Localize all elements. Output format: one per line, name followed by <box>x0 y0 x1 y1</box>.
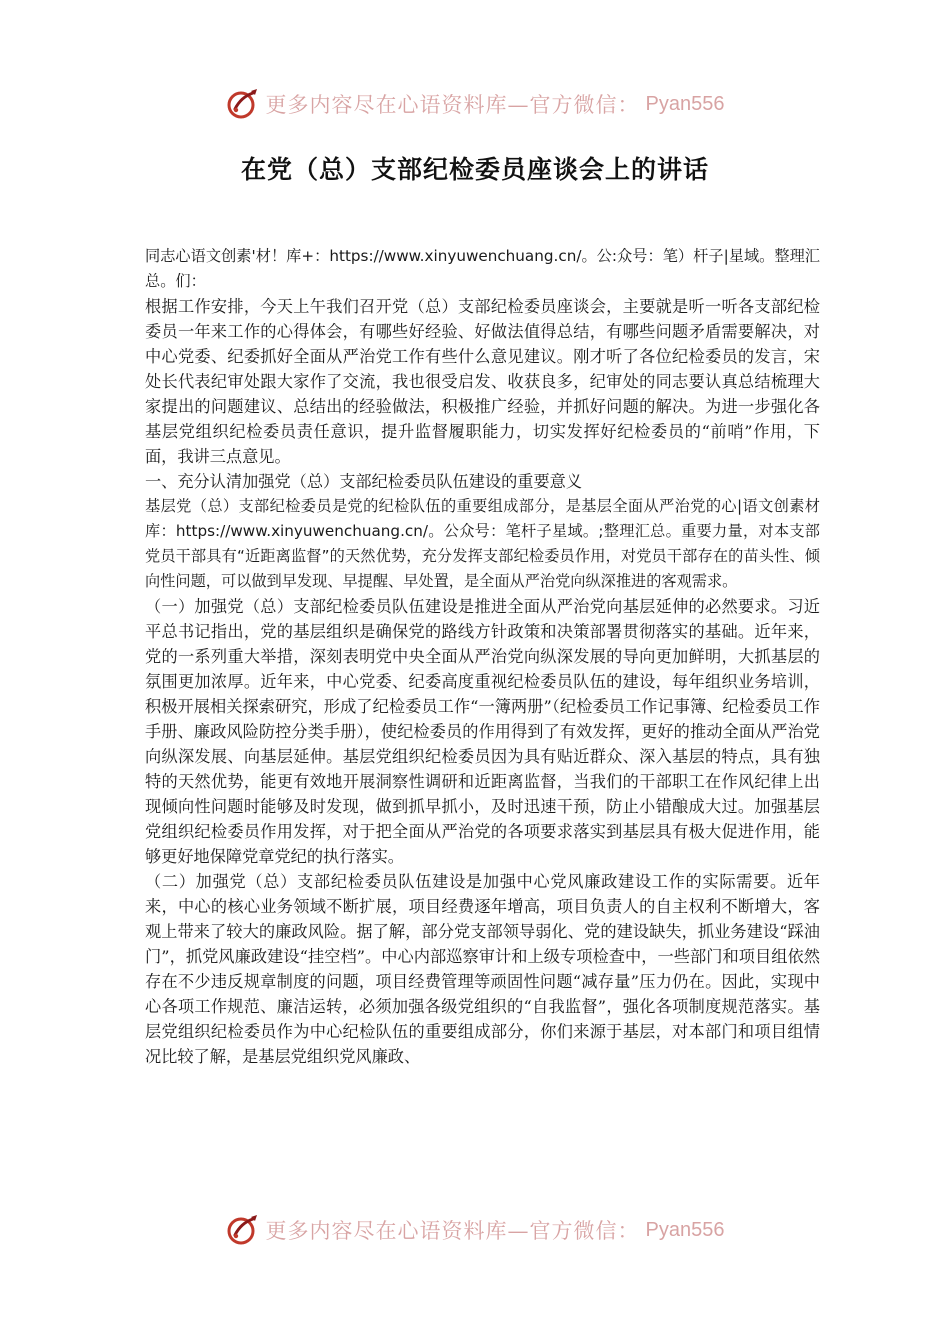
footer-banner <box>0 1210 950 1250</box>
pen-logo-icon <box>226 87 260 121</box>
footer-banner-content <box>226 1213 725 1247</box>
paragraph-subpoint-one: （一）加强党（总）支部纪检委员队伍建设是推进全面从严治党向基层延伸的必然要求。习近平总书记指出，党的基层组织是确保党的路线方针政策和决策部署贯彻落实的基础。近年来，党的一系列重大举措，深刻表明党中央全面从严治党向纵深发展的导向更加鲜明，大抓基层的氛围更加浓厚。近年来，中心党委、纪委高度重视纪检委员队伍的建设，每年组织业务培训，积极开展相关探索研究，形成了纪检委员工作“一簿两册”（纪检委员工作记事簿、纪检委员工作手册、廉政风险防控分类手册），使纪检委员的作用得到了有效发挥，更好的推动全面从严治党向纵深发展、向基层延伸。基层党组织纪检委员因为具有贴近群众、深入基层的特点，具有独特的天然优势，能更有效地开展洞察性调研和近距离监督，当我们的干部职工在作风纪律上出现倾向性问题时能够及时发现，做到抓早抓小，及时迅速干预，防止小错酿成大过。加强基层党组织纪检委员作用发挥，对于把全面从严治党的各项要求落实到基层具有极大促进作用，能够更好地保障党章党纪的执行落实。 <box>145 597 820 866</box>
paragraph-subpoint-two: （二）加强党（总）支部纪检委员队伍建设是加强中心党风廉政建设工作的实际需要。近年来，中心的核心业务领域不断扩展，项目经费逐年增高，项目负责人的自主权利不断增大，客观上带来了较大的廉政风险。据了解，部分党支部领导弱化、党的建设缺失，抓业务建设“踩油门”，抓党风廉政建设“挂空档”。中心内部巡察审计和上级专项检查中，一些部门和项目组依然存在不少违反规章制度的问题，项目经费管理等顽固性问题“减存量”压力仍在。因此，实现中心各项工作规范、廉洁运转，必须加强各级党组织的“自我监督”，强化各项制度规范落实。基层党组织纪检委员作为中心纪检队伍的重要组成部分，你们来源于基层，对本部门和项目组情况比较了解，是基层党组织党风廉政、 <box>145 872 820 1066</box>
paragraph-opening: 根据工作安排，今天上午我们召开党（总）支部纪检委员座谈会，主要就是听一听各支部纪检委员一年来工作的心得体会，有哪些好经验、好做法值得总结，有哪些问题矛盾需要解决，对中心党委、纪委抓好全面从严治党工作有些什么意见建议。刚才听了各位纪检委员的发言，宋处长代表纪审处跟大家作了交流，我也很受启发、收获良多，纪审处的同志要认真总结梳理大家提出的问题建议、总结出的经验做法，积极推广经验，并抓好问题的解决。为进一步强化各基层党组织纪检委员责任意识，提升监督履职能力，切实发挥好纪检委员的“前哨”作用，下面，我讲三点意见。 <box>145 297 820 466</box>
section-heading-one: 一、充分认清加强党（总）支部纪检委员队伍建设的重要意义 <box>145 472 583 491</box>
document-title: 在党（总）支部纪检委员座谈会上的讲话 <box>240 155 709 184</box>
header-banner-text: 更多内容尽在心语资料库—官方微信： <box>265 93 640 117</box>
footer-banner-wechat: Pyan556 <box>645 1218 725 1241</box>
paragraph-section-one-summary: 基层党（总）支部纪检委员是党的纪检队伍的重要组成部分，是基层全面从严治党的心|语文创素材库：https://www.xinyuwenchuang.cn/。公众号：笔杆子星域。;整理汇总。重要力量，对本支部党员干部具有“近距离监督”的天然优势，充分发挥支部纪检委员作用，对党员干部存在的苗头性、倾向性问题，可以做到早发现、早提醒、早处置，是全面从严治党向纵深推进的客观需求。 <box>145 497 820 590</box>
header-banner <box>0 84 950 124</box>
paragraph-intro-watermark: 同志心语文创素'材！库+：https://www.xinyuwenchuang.cn/。公:众号：笔）杆子|星域。整理汇总。们： <box>145 247 820 290</box>
pen-logo-icon <box>226 1213 260 1247</box>
header-banner-content <box>226 87 725 121</box>
header-banner-wechat: Pyan556 <box>645 92 725 115</box>
document-body <box>145 244 820 1069</box>
footer-banner-text: 更多内容尽在心语资料库—官方微信： <box>265 1219 640 1243</box>
